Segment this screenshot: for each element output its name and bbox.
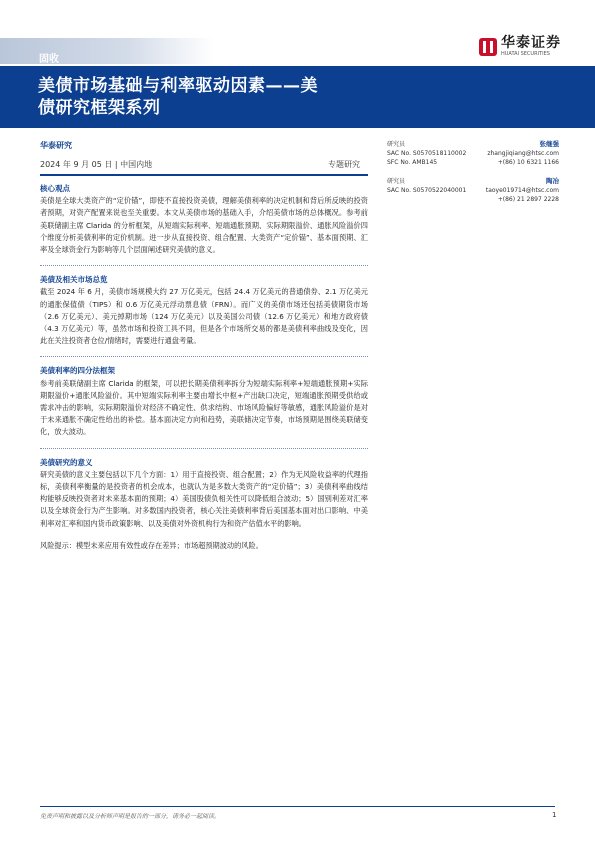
- page-number: 1: [552, 811, 557, 819]
- section-body: 参考前美联储副主席 Clarida 的框架，可以把长期美债利率拆分为短端实际利率+短端通胀预期+实际期限溢价+通胀风险溢价。其中短端实际利率主要由增长中枢+产出缺口决定，短端通胀预期受供给或需求冲击的影响，实际期限溢价对经济不确定性、供求结构、市场风险偏好等敏感，通胀风险溢价是对于未来通胀不确定性给出的补偿。基本面决定方向和趋势，美联储决定节奏，市场预期是围绕美联储变化，放大波动。: [40, 378, 368, 437]
- disclaimer-note: 免责声明和披露以及分析师声明是报告的一部分，请务必一起阅读。: [40, 813, 221, 820]
- analyst-card: [387, 140, 559, 167]
- analyst-card: [387, 177, 559, 204]
- company-logo: [479, 36, 561, 57]
- analyst-sac: SAC No. S0570518110002: [387, 150, 467, 157]
- analyst-panel: [387, 140, 559, 214]
- section-heading: 美债利率的四分法框架: [40, 366, 115, 376]
- analyst-name: 陶冶: [546, 177, 559, 185]
- analyst-role: 研究员: [387, 178, 406, 185]
- section-divider: [40, 356, 368, 357]
- analyst-role: 研究员: [387, 141, 406, 148]
- report-type: 专题研究: [328, 160, 360, 169]
- tag-background: [0, 38, 214, 64]
- analyst-email[interactable]: taoye019714@htsc.com: [485, 187, 559, 194]
- analyst-phone: +(86) 21 2897 2228: [497, 196, 559, 203]
- analyst-sac: SAC No. S0570522040001: [387, 187, 467, 194]
- risk-warning: 风险提示：模型未来应用有效性或存在差异；市场超预期波动的风险。: [40, 540, 263, 550]
- meta-divider: [40, 174, 368, 176]
- report-date: 2024 年 9 月 05 日 | 中国内地: [40, 160, 153, 169]
- title-line-1: 美债市场基础与利率驱动因素——美: [38, 76, 318, 96]
- footer-divider: [40, 806, 555, 807]
- section-heading: 核心观点: [40, 184, 70, 193]
- section-body: 截至 2024 年 6 月，美债市场规模大约 27 万亿美元，包括 24.4 万亿美元的普通债券、2.1 万亿美元的通胀保值债（TIPS）和 0.6 万亿美元浮动票息债（FRN）。而广义的美债市场还包括美债期货市场（2.6 万亿美元）、美元掉期市场（124 万亿美元）以及美国公司债（12.6 万亿美元）和地方政府债（4.3 万亿美元）等，虽然市场和投资工具不同，但是各个市场所交易的都是美债利率曲线及变化，因此在关注投资者仓位/情绪时，需要进行通盘考量。: [40, 287, 368, 346]
- title-line-2: 债研究框架系列: [38, 98, 161, 118]
- analyst-name: 张继强: [539, 140, 559, 148]
- analyst-phone: +(86) 10 6321 1166: [497, 159, 559, 166]
- section-divider: [40, 265, 368, 266]
- logo-subtitle: HUATAI SECURITIES: [501, 51, 550, 57]
- section-body: 研究美债的意义主要包括以下几个方面：1）用于直接投资、组合配置；2）作为无风险收益率的代理指标，美债利率衡量的是投资者的机会成本，也就认为是多数大类资产的“定价锚”；3）美债利率曲线结构能够反映投资者对未来基本面的预期；4）美国股债负相关性可以降低组合波动；5）国别利差对汇率以及全球资金行为产生影响。对多数国内投资者，核心关注美债利率背后美国基本面对出口影响、中美利率对汇率和国内货币政策影响、以及美债对外资机构行为和资产估值水平的影响。: [40, 469, 368, 528]
- analyst-sfc: SFC No. AMB145: [387, 159, 438, 166]
- research-org: 华泰研究: [40, 141, 72, 150]
- report-body: [40, 183, 368, 552]
- analyst-email[interactable]: zhangjiqiang@htsc.com: [487, 150, 559, 157]
- section-divider: [40, 448, 368, 449]
- section-heading: 美债及相关市场总览: [40, 275, 108, 285]
- category-tag: 固收: [39, 54, 59, 65]
- logo-icon: [479, 38, 497, 56]
- section-heading: 美债研究的意义: [40, 457, 93, 467]
- logo-name: 华泰证券: [501, 35, 561, 51]
- section-body: 美债是全球大类资产的“定价锚”，即使不直接投资美债，理解美债利率的决定机制和背后所反映的投资者预期，对资产配置来说也至关重要。本文从美债市场的基础入手，介绍美债市场的总体概况。参考前美联储副主席 Clarida 的分析框架，从短端实际利率、短端通胀预期、实际期限溢价、通胀风险溢价四个维度分析美债利率的定价机制。进一步从直接投资、组合配置、大类资产“定价锚”、基本面预期、汇率及全球资金行为影响等几个层面阐述研究美债的意义。: [40, 196, 368, 255]
- report-title: [38, 75, 558, 119]
